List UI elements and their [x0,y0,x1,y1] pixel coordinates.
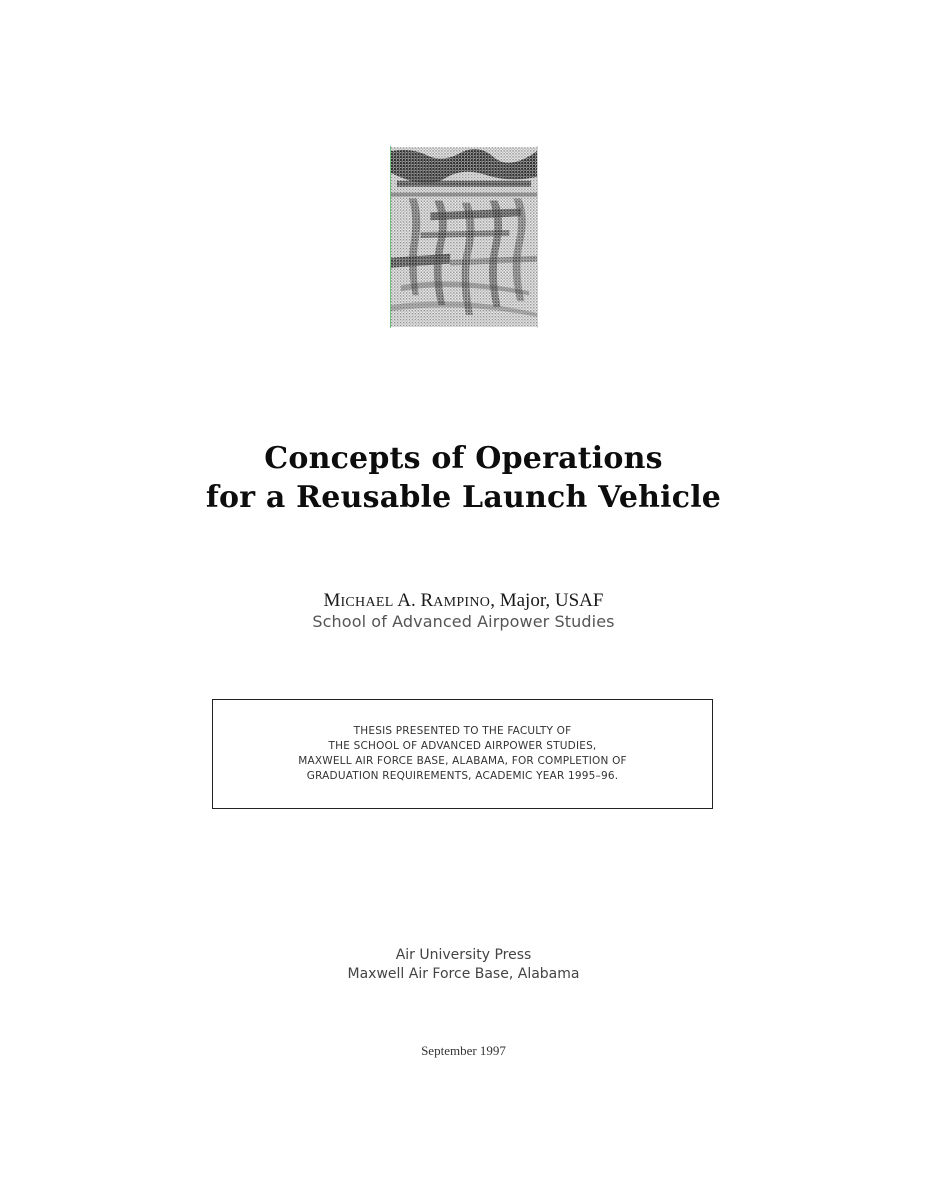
publication-date: September 1997 [421,1043,506,1058]
thesis-line-3: MAXWELL AIR FORCE BASE, ALABAMA, FOR COMPLETION OF [298,755,627,767]
author-last-initial: R [420,590,434,611]
author-rank: , Major, USAF [490,590,604,611]
thesis-line-4: GRADUATION REQUIREMENTS, ACADEMIC YEAR 1995–96. [306,770,619,782]
author-first-initial: M [323,590,341,611]
author-last-rest: AMPINO [433,595,491,610]
title-line-2: for a Reusable Launch Vehicle [205,480,722,515]
author-first-rest: ICHAEL [340,595,394,610]
thesis-statement-box [212,699,713,809]
title-line-1: Concepts of Operations [264,441,663,476]
publisher-location: Maxwell Air Force Base, Alabama [347,966,580,982]
author-middle: A. [393,590,421,611]
publisher-name: Air University Press [395,947,532,963]
air-university-emblem-image [390,146,538,328]
thesis-line-1: THESIS PRESENTED TO THE FACULTY OF [353,725,572,737]
thesis-line-2: THE SCHOOL OF ADVANCED AIRPOWER STUDIES, [328,740,597,752]
publisher-block [0,946,927,984]
author-affiliation: School of Advanced Airpower Studies [312,612,615,631]
